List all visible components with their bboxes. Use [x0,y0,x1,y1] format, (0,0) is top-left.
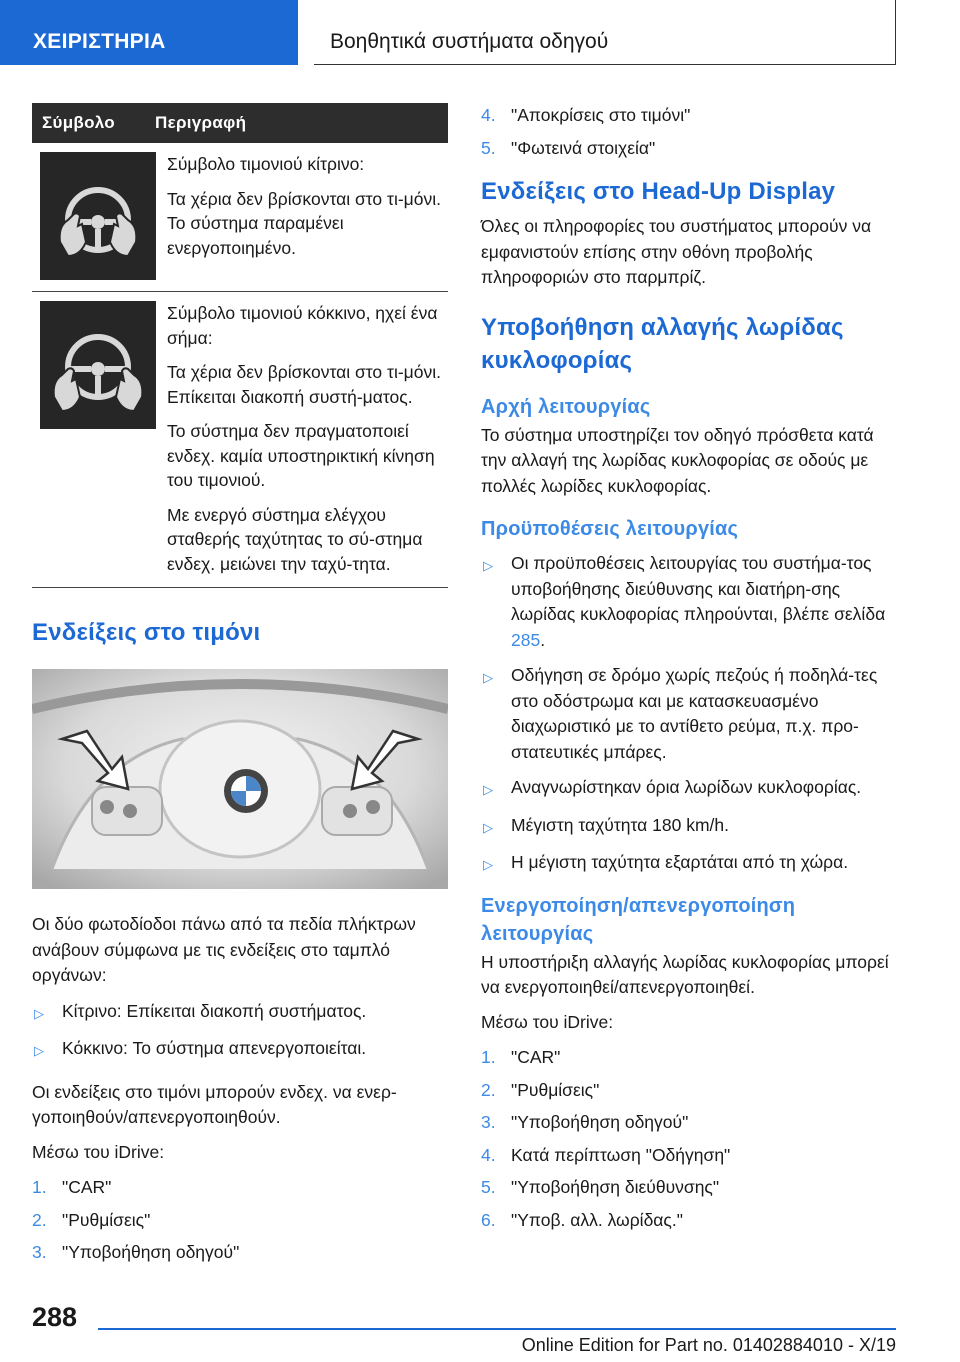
triangle-bullet-icon: ▷ [483,670,493,685]
table-row [32,292,448,588]
step-text: "CAR" [511,1047,561,1067]
table-header-description: Περιγραφή [155,113,247,132]
list-item [32,1036,448,1064]
list-item [481,850,899,878]
list-item [481,1078,899,1104]
description-para: Σύμβολο τιμονιού κίτρινο: [167,154,365,174]
page-number: 288 [32,1302,78,1332]
triangle-bullet-icon: ▷ [483,819,493,835]
list-item [32,1240,448,1266]
step-number: 4. [481,1144,496,1165]
step-text: "Υποβοήθηση οδηγού" [511,1112,689,1132]
bullet-list [32,999,448,1064]
table-header [32,103,448,143]
list-item [481,1175,899,1201]
description-para: Το σύστημα δεν πραγματοποιεί ενδεχ. καμία υποστηρικτική κίνηση του τιμονιού. [167,421,435,490]
step-number: 3. [481,1112,496,1132]
step-text: "Υποβοήθηση διεύθυνσης" [511,1177,720,1197]
triangle-bullet-icon: ▷ [483,558,493,573]
list-item [481,136,899,162]
list-item-text: Μέγιστη ταχύτητα 180 km/h. [511,814,729,835]
triangle-bullet-icon: ▷ [34,1005,44,1021]
list-item [481,1045,899,1071]
triangle-bullet-icon: ▷ [483,857,493,872]
description-para: Με ενεργό σύστημα ελέγχου σταθερής ταχύτητας το σύ-στημα ενδεχ. μειώνει την ταχύ-τητα. [167,504,423,574]
step-number: 2. [481,1079,496,1100]
step-number: 2. [32,1209,47,1230]
step-text: "Ρυθμίσεις" [62,1209,151,1230]
step-text: "Υποβοήθηση οδηγού" [62,1242,240,1262]
paragraph: Οι ενδείξεις στο τιμόνι μπορούν ενδεχ. να ενερ-γοποιηθούν/απενεργοποιηθούν. [32,1081,397,1127]
right-column [481,103,899,1240]
list-item [481,1143,899,1169]
section-tab: ΧΕΙΡΙΣΤΗΡΙΑ [0,0,298,65]
list-item-text: Κίτρινο: Επίκειται διακοπή συστήματος. [62,1000,367,1021]
heading-prerequisites: Προϋποθέσεις λειτουργίας [481,518,739,540]
steering-wheel-photo [32,669,448,889]
step-list [481,1045,899,1233]
list-item [32,999,448,1027]
table-row [32,143,448,292]
step-number: 1. [32,1177,47,1197]
step-list [32,1175,448,1266]
edition-footer: Online Edition for Part no. 01402884010 - X/19 [521,1335,896,1355]
triangle-bullet-icon: ▷ [483,782,493,797]
steering-wheel-hands-red-icon [40,301,156,429]
heading-steering-wheel-indicators: Ενδείξεις στο τιμόνι [32,619,261,646]
list-item-text-part: Οι προϋποθέσεις λειτουργίας του συστήμα-τος υποβοήθησης διεύθυνσης και διατήρη-σης λωρίδας κυκλοφορίας πληρούνται, βλέπε σελίδα [511,553,886,624]
paragraph: Οι δύο φωτοδίοδοι πάνω από τα πεδία πλήκτρων ανάβουν σύμφωνα με τις ενδείξεις στο ταμπλό οργάνων: [32,914,416,985]
list-item [481,1110,899,1136]
list-item [32,1175,448,1201]
step-number: 5. [481,1177,496,1197]
paragraph: Όλες οι πληροφορίες του συστήματος μπορούν να εμφανιστούν επίσης στην οθόνη προβολής πληροφοριών στο παρμπρίζ. [481,216,872,287]
triangle-bullet-icon: ▷ [34,1043,44,1058]
step-text: "Υποβ. αλλ. λωρίδας." [511,1209,683,1230]
step-number: 5. [481,137,496,158]
list-item [481,775,899,803]
list-item [481,663,899,765]
step-text: "Φωτεινά στοιχεία" [511,137,656,158]
symbol-table [32,103,448,588]
list-item [32,1208,448,1234]
step-number: 6. [481,1209,496,1230]
list-item-text: Αναγνωρίστηκαν όρια λωρίδων κυκλοφορίας. [511,777,862,797]
step-text: "CAR" [62,1177,112,1197]
step-text: "Αποκρίσεις στο τιμόνι" [511,105,691,125]
paragraph: Το σύστημα υποστηρίζει τον οδηγό πρόσθετα κατά την αλλαγή της λωρίδας κυκλοφορίας σε οδούς με πολλές λωρίδες κυκλοφορίας. [481,424,874,496]
description-para: Σύμβολο τιμονιού κόκκινο, ηχεί ένα σήμα: [167,303,438,348]
description-para: Τα χέρια δεν βρίσκονται στο τι-μόνι. Το σύστημα παραμένει ενεργοποιημένο. [167,188,441,258]
description-para: Τα χέρια δεν βρίσκονται στο τι-μόνι. Επίκειται διακοπή συστή-ματος. [167,362,441,407]
chapter-title: Βοηθητικά συστήματα οδηγού [314,0,896,65]
list-item-text: Η μέγιστη ταχύτητα εξαρτάται από τη χώρα. [511,852,849,872]
list-item [481,551,899,653]
step-number: 1. [481,1047,496,1067]
step-text: "Ρυθμίσεις" [511,1079,600,1100]
page-reference-link[interactable]: 285 [511,629,541,650]
step-number: 4. [481,105,496,125]
list-item [481,1208,899,1234]
list-item [481,103,899,129]
list-item-text: Κόκκινο: Το σύστημα απενεργοποιείται. [62,1038,367,1058]
left-column [32,103,448,1273]
symbol-description [156,301,446,576]
heading-lane-change-assistant: Υποβοήθηση αλλαγής λωρίδας κυκλοφορίας [481,313,844,374]
list-item-text [511,551,899,653]
list-item [481,813,899,841]
bullet-list [481,551,899,878]
step-list-continued [481,103,899,161]
paragraph: Μέσω του iDrive: [481,1011,614,1032]
heading-activation: Ενεργοποίηση/απενεργοποίηση λειτουργίας [481,894,796,945]
paragraph: Μέσω του iDrive: [32,1141,165,1162]
list-item-text-end: . [540,629,546,650]
footer-divider [98,1328,896,1330]
heading-principle: Αρχή λειτουργίας [481,395,651,418]
list-item-text: Οδήγηση σε δρόμο χωρίς πεζούς ή ποδηλά-τες στο οδόστρωμα και με κατασκευασμένο διαχωριστικό με το αντίθετο ρεύμα, π.χ. προ-στατευτικές μπάρες. [511,665,878,762]
table-header-symbol: Σύμβολο [42,113,115,132]
symbol-description [156,152,446,280]
step-number: 3. [32,1242,47,1262]
paragraph: Η υποστήριξη αλλαγής λωρίδας κυκλοφορίας μπορεί να ενεργοποιηθεί/απενεργοποιηθεί. [481,951,889,997]
step-text: Κατά περίπτωση "Οδήγηση" [511,1144,731,1165]
heading-head-up-display: Ενδείξεις στο Head-Up Display [481,178,836,205]
steering-wheel-hands-yellow-icon [40,152,156,280]
